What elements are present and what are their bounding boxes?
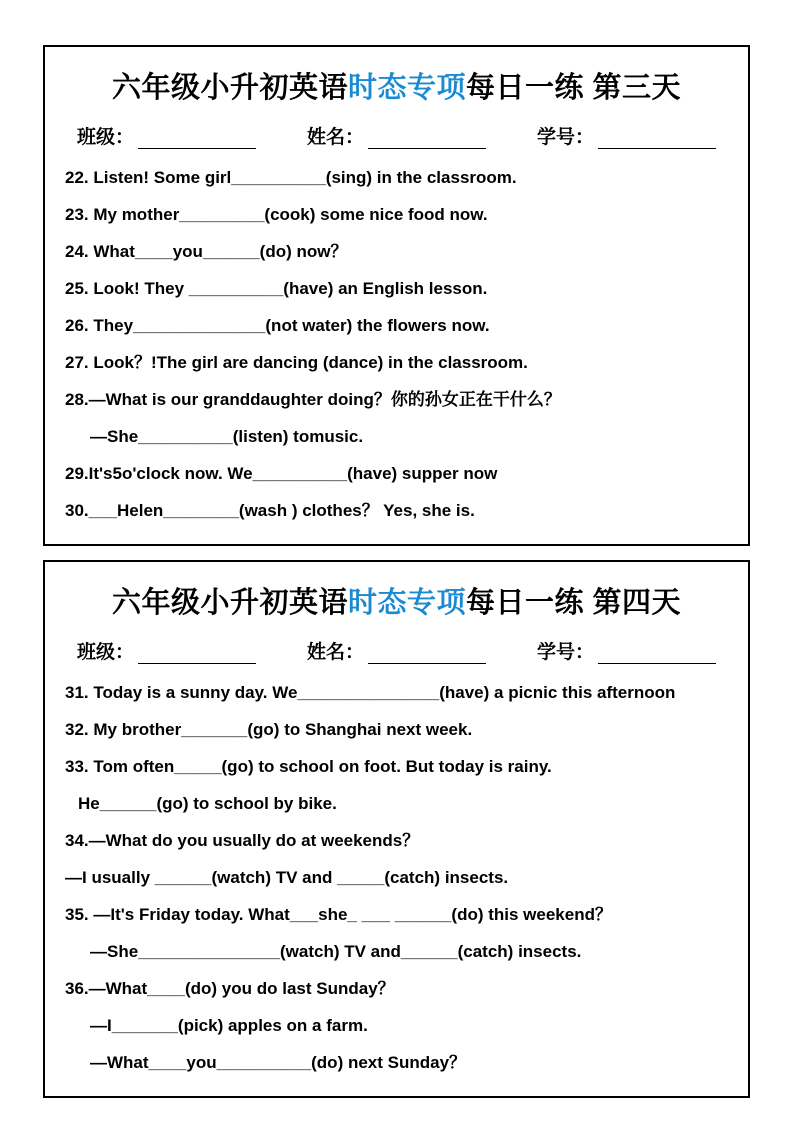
sections-root [43, 45, 750, 1098]
question-line: 32. My brother_______(go) to Shanghai next week. [65, 720, 473, 739]
section-title [63, 65, 730, 106]
question-line: 31. Today is a sunny day. We_______________(have) a picnic this afternoon [65, 683, 676, 702]
question-line: 35. —It's Friday today. What___she_ ___ ______(do) this weekend？ [65, 905, 612, 924]
field-name [307, 122, 486, 149]
title-suffix: 每日一练 第三天 [465, 72, 682, 104]
field-student-id [537, 122, 716, 149]
question-line: 27. Look？!The girl are dancing (dance) in the classroom. [65, 353, 528, 372]
question-line: 29.It's5o'clock now. We__________(have) supper now [65, 464, 498, 483]
worksheet-section [43, 560, 750, 1098]
field-class [77, 122, 256, 149]
question-line: —I_______(pick) apples on a farm. [90, 1016, 368, 1035]
question-line: —She_______________(watch) TV and______(catch) insects. [90, 942, 582, 961]
question-line: 34.—What do you usually do at weekends？ [65, 831, 420, 850]
field-label: 姓名： [306, 642, 364, 663]
fill-in-blank [368, 642, 486, 664]
question-line: 28.—What is our granddaughter doing？你的孙女正在干什么？ [65, 390, 561, 409]
title-prefix: 六年级小升初英语 [111, 587, 348, 619]
question-list [63, 682, 730, 1074]
title-highlight: 时态专项 [347, 587, 466, 619]
fill-in-blank [598, 127, 716, 149]
field-label: 学号： [536, 127, 594, 148]
section-title [63, 580, 730, 621]
title-suffix: 每日一练 第四天 [465, 587, 682, 619]
question-line: —I usually ______(watch) TV and _____(catch) insects. [65, 868, 509, 887]
field-label: 班级： [77, 642, 135, 663]
question-line: 24. What____you______(do) now？ [65, 242, 348, 261]
worksheet-section [43, 45, 750, 546]
question-line: —She__________(listen) tomusic. [90, 427, 364, 446]
question-line: He______(go) to school by bike. [78, 794, 337, 813]
fill-in-blank [598, 642, 716, 664]
header-fields [63, 637, 730, 664]
field-label: 班级： [77, 127, 135, 148]
fill-in-blank [368, 127, 486, 149]
field-label: 学号： [536, 642, 594, 663]
question-line: 23. My mother_________(cook) some nice food now. [65, 205, 488, 224]
question-line: 30.___Helen________(wash ) clothes？ Yes, she is. [65, 501, 475, 520]
question-line: 25. Look! They __________(have) an English lesson. [65, 279, 488, 298]
field-student-id [537, 637, 716, 664]
question-line: —What____you__________(do) next Sunday？ [90, 1053, 467, 1072]
question-line: 22. Listen! Some girl__________(sing) in the classroom. [65, 168, 517, 187]
question-list [63, 167, 730, 522]
header-fields [63, 122, 730, 149]
title-prefix: 六年级小升初英语 [111, 72, 348, 104]
question-line: 33. Tom often_____(go) to school on foot. But today is rainy. [65, 757, 552, 776]
fill-in-blank [138, 642, 256, 664]
question-line: 36.—What____(do) you do last Sunday？ [65, 979, 395, 998]
question-line: 26. They______________(not water) the flowers now. [65, 316, 490, 335]
fill-in-blank [138, 127, 256, 149]
field-class [77, 637, 256, 664]
title-highlight: 时态专项 [347, 72, 466, 104]
field-label: 姓名： [306, 127, 364, 148]
field-name [307, 637, 486, 664]
